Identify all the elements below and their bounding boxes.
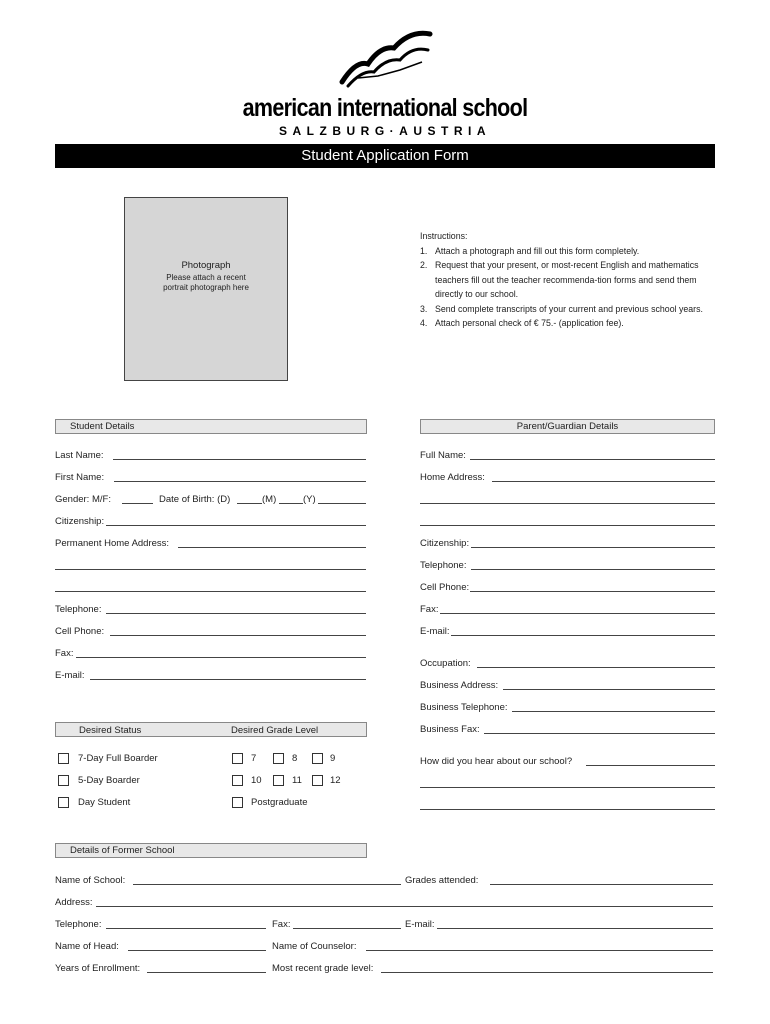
former-school-email-label: E-mail: [405,919,435,930]
former-school-telephone-field[interactable] [106,928,266,929]
parent-citizenship-label: Citizenship: [420,538,470,549]
dob-year-field[interactable] [318,503,366,504]
grade-11-label: 11 [292,775,302,786]
last-name-label: Last Name: [55,450,104,461]
photograph-heading: Photograph [181,260,231,271]
former-school-address-field[interactable] [96,906,713,907]
former-school-email-field[interactable] [437,928,713,929]
former-school-fax-field[interactable] [293,928,401,929]
form-title: Student Application Form [55,144,715,168]
parent-telephone-field[interactable] [471,569,715,570]
telephone-field[interactable] [106,613,366,614]
grades-attended-label: Grades attended: [405,875,479,886]
parent-fax-field[interactable] [440,613,715,614]
former-school-telephone-label: Telephone: [55,919,102,930]
status-5day-checkbox[interactable] [58,775,69,786]
grade-8-label: 8 [292,753,298,764]
status-7day-label: 7-Day Full Boarder [78,753,158,764]
hear-about-school-field[interactable] [586,765,715,766]
grade-10-label: 10 [251,775,262,786]
gender-field[interactable] [122,503,153,504]
parent-full-name-label: Full Name: [420,450,466,461]
dob-month-field[interactable] [279,503,303,504]
grade-postgraduate-checkbox[interactable] [232,797,243,808]
desired-grade-header: Desired Grade Level [231,725,319,736]
status-7day-checkbox[interactable] [58,753,69,764]
parent-home-address-label: Home Address: [420,472,485,483]
home-address-field-line-3[interactable] [55,591,366,592]
parent-full-name-field[interactable] [470,459,715,460]
parent-home-address-field-line-2[interactable] [420,503,715,504]
cell-phone-label: Cell Phone: [55,626,105,637]
cell-phone-field[interactable] [110,635,366,636]
parent-home-address-field[interactable] [492,481,715,482]
parent-business-fax-field[interactable] [484,733,715,734]
parent-business-telephone-label: Business Telephone: [420,702,508,713]
instruction-item: 1. Attach a photograph and fill out this form completely. [420,245,640,256]
citizenship-label: Citizenship: [55,516,105,527]
telephone-label: Telephone: [55,604,102,615]
parent-citizenship-field[interactable] [471,547,715,548]
fax-field[interactable] [76,657,366,658]
dob-day-field[interactable] [237,503,262,504]
hear-about-school-field-line-2[interactable] [420,787,715,788]
desired-status-header: Desired Status [79,725,142,736]
parent-email-label: E-mail: [420,626,450,637]
school-logo-mountain-icon [338,30,434,88]
first-name-label: First Name: [55,472,105,483]
home-address-field-line-2[interactable] [55,569,366,570]
parent-business-telephone-field[interactable] [512,711,715,712]
parent-business-fax-label: Business Fax: [420,724,480,735]
parent-occupation-field[interactable] [477,667,715,668]
gender-label: Gender: M/F: [55,494,111,505]
parent-email-field[interactable] [451,635,715,636]
former-school-name-field[interactable] [133,884,401,885]
recent-grade-label: Most recent grade level: [272,963,374,974]
school-location: SALZBURG·AUSTRIA [279,124,491,138]
instructions [420,229,710,331]
home-address-label: Permanent Home Address: [55,538,170,549]
parent-fax-label: Fax: [420,604,439,615]
photograph-instructions: Please attach a recent portrait photograph here [163,273,249,292]
hear-about-school-field-line-3[interactable] [420,809,715,810]
parent-business-address-field[interactable] [503,689,715,690]
home-address-field[interactable] [178,547,366,548]
status-5day-label: 5-Day Boarder [78,775,140,786]
parent-cell-phone-label: Cell Phone: [420,582,470,593]
grade-7-checkbox[interactable] [232,753,243,764]
grade-7-label: 7 [251,753,257,764]
grade-postgraduate-label: Postgraduate [251,797,308,808]
email-field[interactable] [90,679,366,680]
years-enrollment-field[interactable] [147,972,266,973]
recent-grade-field[interactable] [381,972,713,973]
dob-year-label: (Y) [303,494,316,505]
instruction-item: 3. Send complete transcripts of your current and previous school years. [420,303,703,314]
former-school-header: Details of Former School [55,843,367,858]
grade-12-label: 12 [330,775,341,786]
parent-occupation-label: Occupation: [420,658,471,669]
student-details-header: Student Details [55,419,367,434]
grades-attended-field[interactable] [490,884,713,885]
status-day-student-checkbox[interactable] [58,797,69,808]
school-name: american international school [242,94,528,122]
parent-telephone-label: Telephone: [420,560,467,571]
hear-about-school-label: How did you hear about our school? [420,756,573,767]
dob-day-label: Date of Birth: (D) [159,494,231,505]
years-enrollment-label: Years of Enrollment: [55,963,141,974]
instruction-item: 4. Attach personal check of € 75.- (application fee). [420,318,624,328]
grade-11-checkbox[interactable] [273,775,284,786]
parent-business-address-label: Business Address: [420,680,499,691]
first-name-field[interactable] [114,481,366,482]
fax-label: Fax: [55,648,74,659]
grade-12-checkbox[interactable] [312,775,323,786]
head-name-label: Name of Head: [55,941,119,952]
grade-10-checkbox[interactable] [232,775,243,786]
instruction-item: 2. Request that your present, or most-recent English and mathematics teachers fill out the teacher recommenda-tion forms and send them directly to our school. [420,260,699,299]
status-grade-header [55,722,367,737]
former-school-address-label: Address: [55,897,93,908]
instructions-heading: Instructions: [420,231,468,241]
counselor-name-label: Name of Counselor: [272,941,357,952]
former-school-fax-label: Fax: [272,919,291,930]
email-label: E-mail: [55,670,85,681]
dob-month-label: (M) [262,494,277,505]
head-name-field[interactable] [128,950,266,951]
parent-home-address-field-line-3[interactable] [420,525,715,526]
citizenship-field[interactable] [106,525,366,526]
parent-details-header: Parent/Guardian Details [420,419,715,434]
status-day-student-label: Day Student [78,797,131,808]
parent-cell-phone-field[interactable] [470,591,715,592]
grade-9-checkbox[interactable] [312,753,323,764]
last-name-field[interactable] [113,459,366,460]
grade-9-label: 9 [330,753,336,764]
counselor-name-field[interactable] [366,950,713,951]
former-school-name-label: Name of School: [55,875,126,886]
grade-8-checkbox[interactable] [273,753,284,764]
